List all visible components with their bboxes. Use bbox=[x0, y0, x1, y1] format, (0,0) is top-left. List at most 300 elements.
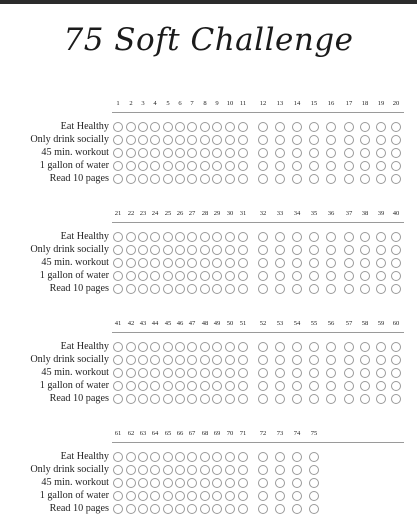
day-checkbox[interactable] bbox=[175, 245, 185, 255]
day-checkbox[interactable] bbox=[258, 394, 268, 404]
day-checkbox[interactable] bbox=[138, 368, 148, 378]
day-checkbox[interactable] bbox=[187, 394, 197, 404]
day-checkbox[interactable] bbox=[275, 258, 285, 268]
day-checkbox[interactable] bbox=[200, 465, 210, 475]
day-checkbox[interactable] bbox=[163, 452, 173, 462]
day-checkbox[interactable] bbox=[258, 161, 268, 171]
day-checkbox[interactable] bbox=[138, 161, 148, 171]
day-checkbox[interactable] bbox=[225, 491, 235, 501]
day-checkbox[interactable] bbox=[200, 258, 210, 268]
day-checkbox[interactable] bbox=[150, 245, 160, 255]
day-checkbox[interactable] bbox=[258, 465, 268, 475]
day-checkbox[interactable] bbox=[326, 161, 336, 171]
day-checkbox[interactable] bbox=[187, 504, 197, 514]
day-checkbox[interactable] bbox=[258, 381, 268, 391]
day-checkbox[interactable] bbox=[326, 245, 336, 255]
day-checkbox[interactable] bbox=[275, 368, 285, 378]
day-checkbox[interactable] bbox=[391, 381, 401, 391]
day-checkbox[interactable] bbox=[326, 394, 336, 404]
day-checkbox[interactable] bbox=[175, 381, 185, 391]
day-checkbox[interactable] bbox=[175, 148, 185, 158]
day-checkbox[interactable] bbox=[275, 284, 285, 294]
day-checkbox[interactable] bbox=[163, 394, 173, 404]
day-checkbox[interactable] bbox=[292, 394, 302, 404]
day-checkbox[interactable] bbox=[391, 394, 401, 404]
day-checkbox[interactable] bbox=[225, 258, 235, 268]
day-checkbox[interactable] bbox=[344, 245, 354, 255]
day-checkbox[interactable] bbox=[113, 452, 123, 462]
day-checkbox[interactable] bbox=[150, 478, 160, 488]
day-checkbox[interactable] bbox=[126, 394, 136, 404]
day-checkbox[interactable] bbox=[126, 381, 136, 391]
day-checkbox[interactable] bbox=[326, 135, 336, 145]
day-checkbox[interactable] bbox=[163, 465, 173, 475]
day-checkbox[interactable] bbox=[113, 491, 123, 501]
day-checkbox[interactable] bbox=[163, 135, 173, 145]
day-checkbox[interactable] bbox=[187, 342, 197, 352]
day-checkbox[interactable] bbox=[175, 452, 185, 462]
day-checkbox[interactable] bbox=[309, 394, 319, 404]
day-checkbox[interactable] bbox=[163, 161, 173, 171]
day-checkbox[interactable] bbox=[344, 148, 354, 158]
day-checkbox[interactable] bbox=[360, 148, 370, 158]
day-checkbox[interactable] bbox=[187, 271, 197, 281]
day-checkbox[interactable] bbox=[309, 135, 319, 145]
day-checkbox[interactable] bbox=[138, 148, 148, 158]
day-checkbox[interactable] bbox=[309, 465, 319, 475]
day-checkbox[interactable] bbox=[225, 148, 235, 158]
day-checkbox[interactable] bbox=[360, 284, 370, 294]
day-checkbox[interactable] bbox=[360, 161, 370, 171]
day-checkbox[interactable] bbox=[163, 122, 173, 132]
day-checkbox[interactable] bbox=[292, 232, 302, 242]
day-checkbox[interactable] bbox=[163, 148, 173, 158]
day-checkbox[interactable] bbox=[344, 394, 354, 404]
day-checkbox[interactable] bbox=[225, 381, 235, 391]
day-checkbox[interactable] bbox=[391, 122, 401, 132]
day-checkbox[interactable] bbox=[258, 135, 268, 145]
day-checkbox[interactable] bbox=[275, 232, 285, 242]
day-checkbox[interactable] bbox=[163, 504, 173, 514]
day-checkbox[interactable] bbox=[376, 368, 386, 378]
day-checkbox[interactable] bbox=[113, 368, 123, 378]
day-checkbox[interactable] bbox=[138, 491, 148, 501]
day-checkbox[interactable] bbox=[200, 174, 210, 184]
day-checkbox[interactable] bbox=[309, 381, 319, 391]
day-checkbox[interactable] bbox=[200, 452, 210, 462]
day-checkbox[interactable] bbox=[275, 491, 285, 501]
day-checkbox[interactable] bbox=[175, 232, 185, 242]
day-checkbox[interactable] bbox=[113, 504, 123, 514]
day-checkbox[interactable] bbox=[238, 478, 248, 488]
day-checkbox[interactable] bbox=[391, 284, 401, 294]
day-checkbox[interactable] bbox=[344, 122, 354, 132]
day-checkbox[interactable] bbox=[212, 342, 222, 352]
day-checkbox[interactable] bbox=[275, 394, 285, 404]
day-checkbox[interactable] bbox=[113, 161, 123, 171]
day-checkbox[interactable] bbox=[175, 271, 185, 281]
day-checkbox[interactable] bbox=[212, 452, 222, 462]
day-checkbox[interactable] bbox=[326, 381, 336, 391]
day-checkbox[interactable] bbox=[187, 148, 197, 158]
day-checkbox[interactable] bbox=[391, 148, 401, 158]
day-checkbox[interactable] bbox=[150, 232, 160, 242]
day-checkbox[interactable] bbox=[200, 284, 210, 294]
day-checkbox[interactable] bbox=[212, 478, 222, 488]
day-checkbox[interactable] bbox=[126, 271, 136, 281]
day-checkbox[interactable] bbox=[391, 174, 401, 184]
day-checkbox[interactable] bbox=[113, 394, 123, 404]
day-checkbox[interactable] bbox=[309, 148, 319, 158]
day-checkbox[interactable] bbox=[126, 284, 136, 294]
day-checkbox[interactable] bbox=[326, 148, 336, 158]
day-checkbox[interactable] bbox=[258, 284, 268, 294]
day-checkbox[interactable] bbox=[150, 394, 160, 404]
day-checkbox[interactable] bbox=[292, 368, 302, 378]
day-checkbox[interactable] bbox=[187, 355, 197, 365]
day-checkbox[interactable] bbox=[238, 258, 248, 268]
day-checkbox[interactable] bbox=[292, 135, 302, 145]
day-checkbox[interactable] bbox=[187, 232, 197, 242]
day-checkbox[interactable] bbox=[200, 381, 210, 391]
day-checkbox[interactable] bbox=[391, 161, 401, 171]
day-checkbox[interactable] bbox=[275, 245, 285, 255]
day-checkbox[interactable] bbox=[163, 245, 173, 255]
day-checkbox[interactable] bbox=[150, 122, 160, 132]
day-checkbox[interactable] bbox=[225, 452, 235, 462]
day-checkbox[interactable] bbox=[150, 148, 160, 158]
day-checkbox[interactable] bbox=[292, 355, 302, 365]
day-checkbox[interactable] bbox=[163, 284, 173, 294]
day-checkbox[interactable] bbox=[126, 135, 136, 145]
day-checkbox[interactable] bbox=[275, 465, 285, 475]
day-checkbox[interactable] bbox=[238, 161, 248, 171]
day-checkbox[interactable] bbox=[275, 381, 285, 391]
day-checkbox[interactable] bbox=[344, 232, 354, 242]
day-checkbox[interactable] bbox=[126, 174, 136, 184]
day-checkbox[interactable] bbox=[376, 258, 386, 268]
day-checkbox[interactable] bbox=[292, 148, 302, 158]
day-checkbox[interactable] bbox=[138, 135, 148, 145]
day-checkbox[interactable] bbox=[126, 232, 136, 242]
day-checkbox[interactable] bbox=[212, 135, 222, 145]
day-checkbox[interactable] bbox=[326, 271, 336, 281]
day-checkbox[interactable] bbox=[344, 355, 354, 365]
day-checkbox[interactable] bbox=[292, 161, 302, 171]
day-checkbox[interactable] bbox=[212, 258, 222, 268]
day-checkbox[interactable] bbox=[292, 452, 302, 462]
day-checkbox[interactable] bbox=[238, 245, 248, 255]
day-checkbox[interactable] bbox=[376, 394, 386, 404]
day-checkbox[interactable] bbox=[376, 355, 386, 365]
day-checkbox[interactable] bbox=[200, 148, 210, 158]
day-checkbox[interactable] bbox=[113, 342, 123, 352]
day-checkbox[interactable] bbox=[225, 284, 235, 294]
day-checkbox[interactable] bbox=[212, 271, 222, 281]
day-checkbox[interactable] bbox=[309, 342, 319, 352]
day-checkbox[interactable] bbox=[113, 245, 123, 255]
day-checkbox[interactable] bbox=[275, 452, 285, 462]
day-checkbox[interactable] bbox=[344, 135, 354, 145]
day-checkbox[interactable] bbox=[138, 232, 148, 242]
day-checkbox[interactable] bbox=[150, 161, 160, 171]
day-checkbox[interactable] bbox=[292, 245, 302, 255]
day-checkbox[interactable] bbox=[200, 504, 210, 514]
day-checkbox[interactable] bbox=[292, 342, 302, 352]
day-checkbox[interactable] bbox=[292, 491, 302, 501]
day-checkbox[interactable] bbox=[258, 122, 268, 132]
day-checkbox[interactable] bbox=[326, 258, 336, 268]
day-checkbox[interactable] bbox=[187, 284, 197, 294]
day-checkbox[interactable] bbox=[150, 342, 160, 352]
day-checkbox[interactable] bbox=[292, 504, 302, 514]
day-checkbox[interactable] bbox=[238, 491, 248, 501]
day-checkbox[interactable] bbox=[258, 504, 268, 514]
day-checkbox[interactable] bbox=[275, 271, 285, 281]
day-checkbox[interactable] bbox=[187, 161, 197, 171]
day-checkbox[interactable] bbox=[360, 174, 370, 184]
day-checkbox[interactable] bbox=[391, 355, 401, 365]
day-checkbox[interactable] bbox=[163, 342, 173, 352]
day-checkbox[interactable] bbox=[391, 258, 401, 268]
day-checkbox[interactable] bbox=[344, 258, 354, 268]
day-checkbox[interactable] bbox=[113, 174, 123, 184]
day-checkbox[interactable] bbox=[225, 122, 235, 132]
day-checkbox[interactable] bbox=[275, 478, 285, 488]
day-checkbox[interactable] bbox=[225, 368, 235, 378]
day-checkbox[interactable] bbox=[258, 245, 268, 255]
day-checkbox[interactable] bbox=[344, 284, 354, 294]
day-checkbox[interactable] bbox=[138, 381, 148, 391]
day-checkbox[interactable] bbox=[376, 381, 386, 391]
day-checkbox[interactable] bbox=[175, 342, 185, 352]
day-checkbox[interactable] bbox=[187, 174, 197, 184]
day-checkbox[interactable] bbox=[113, 135, 123, 145]
day-checkbox[interactable] bbox=[376, 342, 386, 352]
day-checkbox[interactable] bbox=[275, 135, 285, 145]
day-checkbox[interactable] bbox=[138, 355, 148, 365]
day-checkbox[interactable] bbox=[113, 284, 123, 294]
day-checkbox[interactable] bbox=[258, 258, 268, 268]
day-checkbox[interactable] bbox=[138, 465, 148, 475]
day-checkbox[interactable] bbox=[292, 122, 302, 132]
day-checkbox[interactable] bbox=[275, 122, 285, 132]
day-checkbox[interactable] bbox=[138, 342, 148, 352]
day-checkbox[interactable] bbox=[258, 368, 268, 378]
day-checkbox[interactable] bbox=[212, 122, 222, 132]
day-checkbox[interactable] bbox=[292, 258, 302, 268]
day-checkbox[interactable] bbox=[238, 135, 248, 145]
day-checkbox[interactable] bbox=[225, 394, 235, 404]
day-checkbox[interactable] bbox=[292, 271, 302, 281]
day-checkbox[interactable] bbox=[225, 232, 235, 242]
day-checkbox[interactable] bbox=[138, 394, 148, 404]
day-checkbox[interactable] bbox=[391, 368, 401, 378]
day-checkbox[interactable] bbox=[376, 245, 386, 255]
day-checkbox[interactable] bbox=[360, 232, 370, 242]
day-checkbox[interactable] bbox=[163, 381, 173, 391]
day-checkbox[interactable] bbox=[309, 174, 319, 184]
day-checkbox[interactable] bbox=[376, 284, 386, 294]
day-checkbox[interactable] bbox=[150, 504, 160, 514]
day-checkbox[interactable] bbox=[258, 491, 268, 501]
day-checkbox[interactable] bbox=[258, 148, 268, 158]
day-checkbox[interactable] bbox=[212, 148, 222, 158]
day-checkbox[interactable] bbox=[309, 452, 319, 462]
day-checkbox[interactable] bbox=[225, 245, 235, 255]
day-checkbox[interactable] bbox=[150, 355, 160, 365]
day-checkbox[interactable] bbox=[150, 381, 160, 391]
day-checkbox[interactable] bbox=[187, 381, 197, 391]
day-checkbox[interactable] bbox=[138, 284, 148, 294]
day-checkbox[interactable] bbox=[212, 245, 222, 255]
day-checkbox[interactable] bbox=[391, 135, 401, 145]
day-checkbox[interactable] bbox=[225, 161, 235, 171]
day-checkbox[interactable] bbox=[344, 368, 354, 378]
day-checkbox[interactable] bbox=[258, 355, 268, 365]
day-checkbox[interactable] bbox=[238, 381, 248, 391]
day-checkbox[interactable] bbox=[309, 504, 319, 514]
day-checkbox[interactable] bbox=[275, 174, 285, 184]
day-checkbox[interactable] bbox=[175, 284, 185, 294]
day-checkbox[interactable] bbox=[376, 232, 386, 242]
day-checkbox[interactable] bbox=[212, 355, 222, 365]
day-checkbox[interactable] bbox=[212, 284, 222, 294]
day-checkbox[interactable] bbox=[175, 174, 185, 184]
day-checkbox[interactable] bbox=[360, 381, 370, 391]
day-checkbox[interactable] bbox=[212, 491, 222, 501]
day-checkbox[interactable] bbox=[360, 135, 370, 145]
day-checkbox[interactable] bbox=[187, 465, 197, 475]
day-checkbox[interactable] bbox=[225, 465, 235, 475]
day-checkbox[interactable] bbox=[150, 284, 160, 294]
day-checkbox[interactable] bbox=[360, 394, 370, 404]
day-checkbox[interactable] bbox=[175, 355, 185, 365]
day-checkbox[interactable] bbox=[238, 394, 248, 404]
day-checkbox[interactable] bbox=[212, 381, 222, 391]
day-checkbox[interactable] bbox=[126, 452, 136, 462]
day-checkbox[interactable] bbox=[113, 381, 123, 391]
day-checkbox[interactable] bbox=[175, 504, 185, 514]
day-checkbox[interactable] bbox=[238, 504, 248, 514]
day-checkbox[interactable] bbox=[138, 245, 148, 255]
day-checkbox[interactable] bbox=[187, 478, 197, 488]
day-checkbox[interactable] bbox=[126, 355, 136, 365]
day-checkbox[interactable] bbox=[126, 148, 136, 158]
day-checkbox[interactable] bbox=[187, 258, 197, 268]
day-checkbox[interactable] bbox=[200, 342, 210, 352]
day-checkbox[interactable] bbox=[258, 452, 268, 462]
day-checkbox[interactable] bbox=[309, 478, 319, 488]
day-checkbox[interactable] bbox=[309, 368, 319, 378]
day-checkbox[interactable] bbox=[238, 342, 248, 352]
day-checkbox[interactable] bbox=[187, 122, 197, 132]
day-checkbox[interactable] bbox=[225, 271, 235, 281]
day-checkbox[interactable] bbox=[150, 174, 160, 184]
day-checkbox[interactable] bbox=[187, 135, 197, 145]
day-checkbox[interactable] bbox=[376, 271, 386, 281]
day-checkbox[interactable] bbox=[138, 122, 148, 132]
day-checkbox[interactable] bbox=[391, 245, 401, 255]
day-checkbox[interactable] bbox=[113, 355, 123, 365]
day-checkbox[interactable] bbox=[175, 122, 185, 132]
day-checkbox[interactable] bbox=[344, 271, 354, 281]
day-checkbox[interactable] bbox=[238, 232, 248, 242]
day-checkbox[interactable] bbox=[200, 491, 210, 501]
day-checkbox[interactable] bbox=[175, 465, 185, 475]
day-checkbox[interactable] bbox=[360, 342, 370, 352]
day-checkbox[interactable] bbox=[258, 232, 268, 242]
day-checkbox[interactable] bbox=[150, 452, 160, 462]
day-checkbox[interactable] bbox=[163, 478, 173, 488]
day-checkbox[interactable] bbox=[150, 258, 160, 268]
day-checkbox[interactable] bbox=[163, 491, 173, 501]
day-checkbox[interactable] bbox=[126, 478, 136, 488]
day-checkbox[interactable] bbox=[326, 122, 336, 132]
day-checkbox[interactable] bbox=[258, 271, 268, 281]
day-checkbox[interactable] bbox=[113, 478, 123, 488]
day-checkbox[interactable] bbox=[309, 491, 319, 501]
day-checkbox[interactable] bbox=[138, 452, 148, 462]
day-checkbox[interactable] bbox=[200, 368, 210, 378]
day-checkbox[interactable] bbox=[150, 271, 160, 281]
day-checkbox[interactable] bbox=[175, 394, 185, 404]
day-checkbox[interactable] bbox=[326, 174, 336, 184]
day-checkbox[interactable] bbox=[212, 394, 222, 404]
day-checkbox[interactable] bbox=[163, 232, 173, 242]
day-checkbox[interactable] bbox=[258, 174, 268, 184]
day-checkbox[interactable] bbox=[292, 284, 302, 294]
day-checkbox[interactable] bbox=[360, 355, 370, 365]
day-checkbox[interactable] bbox=[187, 368, 197, 378]
day-checkbox[interactable] bbox=[376, 174, 386, 184]
day-checkbox[interactable] bbox=[326, 368, 336, 378]
day-checkbox[interactable] bbox=[126, 465, 136, 475]
day-checkbox[interactable] bbox=[212, 232, 222, 242]
day-checkbox[interactable] bbox=[200, 161, 210, 171]
day-checkbox[interactable] bbox=[200, 478, 210, 488]
day-checkbox[interactable] bbox=[326, 284, 336, 294]
day-checkbox[interactable] bbox=[225, 478, 235, 488]
day-checkbox[interactable] bbox=[391, 342, 401, 352]
day-checkbox[interactable] bbox=[126, 161, 136, 171]
day-checkbox[interactable] bbox=[376, 122, 386, 132]
day-checkbox[interactable] bbox=[175, 478, 185, 488]
day-checkbox[interactable] bbox=[175, 135, 185, 145]
day-checkbox[interactable] bbox=[113, 258, 123, 268]
day-checkbox[interactable] bbox=[225, 135, 235, 145]
day-checkbox[interactable] bbox=[309, 271, 319, 281]
day-checkbox[interactable] bbox=[126, 258, 136, 268]
day-checkbox[interactable] bbox=[275, 161, 285, 171]
day-checkbox[interactable] bbox=[292, 381, 302, 391]
day-checkbox[interactable] bbox=[275, 148, 285, 158]
day-checkbox[interactable] bbox=[326, 355, 336, 365]
day-checkbox[interactable] bbox=[163, 174, 173, 184]
day-checkbox[interactable] bbox=[238, 284, 248, 294]
day-checkbox[interactable] bbox=[212, 465, 222, 475]
day-checkbox[interactable] bbox=[163, 368, 173, 378]
day-checkbox[interactable] bbox=[163, 258, 173, 268]
day-checkbox[interactable] bbox=[275, 355, 285, 365]
day-checkbox[interactable] bbox=[212, 174, 222, 184]
day-checkbox[interactable] bbox=[309, 232, 319, 242]
day-checkbox[interactable] bbox=[360, 271, 370, 281]
day-checkbox[interactable] bbox=[187, 245, 197, 255]
day-checkbox[interactable] bbox=[175, 161, 185, 171]
day-checkbox[interactable] bbox=[292, 478, 302, 488]
day-checkbox[interactable] bbox=[212, 161, 222, 171]
